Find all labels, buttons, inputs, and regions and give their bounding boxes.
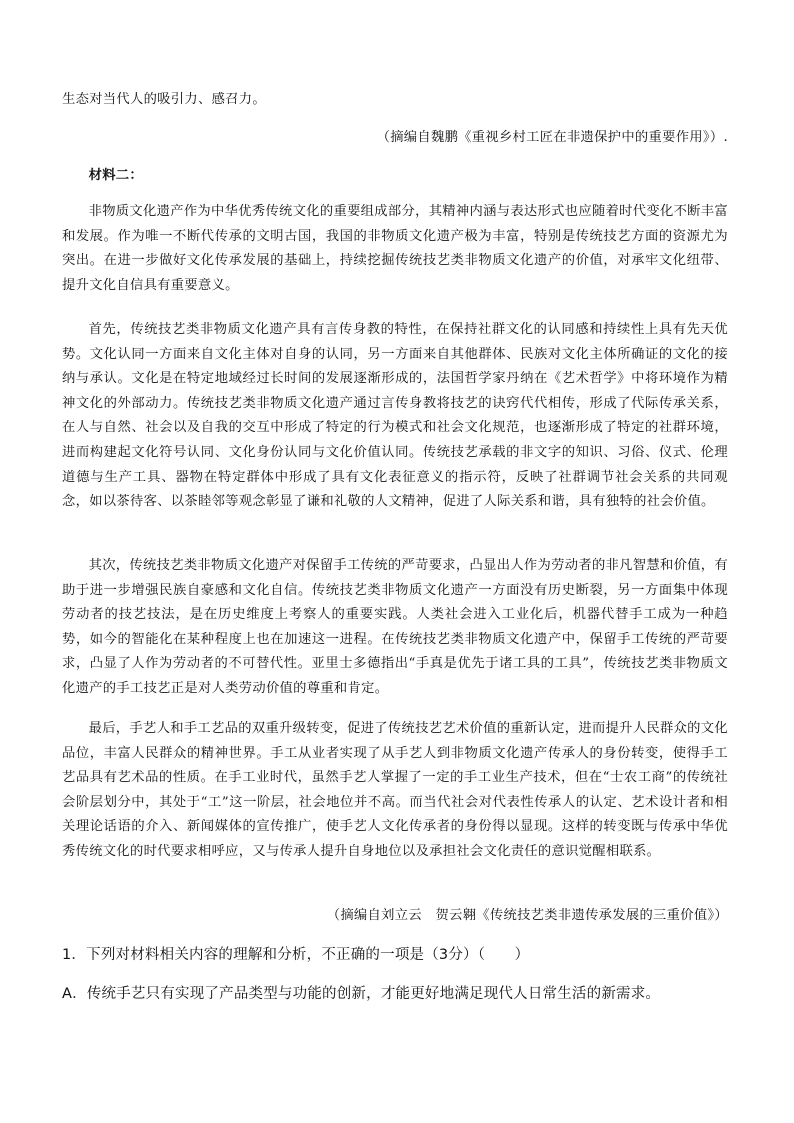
paragraph-intro: 非物质文化遗产作为中华优秀传统文化的重要组成部分，其精神内涵与表达形式也应随着时代变化不断丰富和发展。作为唯一不断代传承的文明古国，我国的非物质文化遗产极为丰富，特别是传统技艺方面的资源尤为突出。在进一步做好文化传承发展的基础上，持续挖掘传统技艺类非物质文化遗产的价值，对承牢文化纽带、提升文化自信具有重要意义。 <box>62 204 728 293</box>
material-2-heading: 材料二： <box>88 168 143 183</box>
option-a: A．传统手艺只有实现了产品类型与功能的创新，才能更好地满足现代人日常生活的新需求。 <box>62 986 661 1002</box>
source-citation-2: （摘编自刘立云 贺云翱《传统技艺类非遗传承发展的三重价值》） <box>326 908 728 923</box>
paragraph-first-point: 首先，传统技艺类非物质文化遗产具有言传身教的特性，在保持社群文化的认同感和持续性上具有先天优势。文化认同一方面来自文化主体对自身的认同，另一方面来自其他群体、民族对文化主体所确证的文化的接纳与承认。文化是在特定地域经过长时间的发展逐渐形成的，法国哲学家丹纳在《艺术哲学》中将环境作为精神文化的外部动力。传统技艺类非物质文化遗产通过言传身教将技艺的诀窍代代相传，形成了代际传承关系，在人与自然、社会以及自我的交互中形成了特定的行为模式和社会文化规范，也逐渐形成了特定的社群环境，进而构建起文化符号认同、文化身份认同与文化价值认同。传统技艺承载的非文字的知识、习俗、仪式、伦理道德与生产工具、器物在特定群体中形成了具有文化表征意义的指示符，反映了社群调节社会关系的共同观念，如以茶待客、以茶睦邻等观念彰显了谦和礼敬的人文精神，促进了人际关系和谐，具有独特的社会价值。 <box>62 322 728 510</box>
continuation-text: 生态对当代人的吸引力、感召力。 <box>62 92 266 107</box>
question-stem: 1．下列对材料相关内容的理解和分析，不正确的一项是（3分）（ ） <box>62 947 530 963</box>
paragraph-third-point: 最后，手艺人和手工艺品的双重升级转变，促进了传统技艺艺术价值的重新认定，进而提升人民群众的文化品位，丰富人民群众的精神世界。手工从业者实现了从手艺人到非物质文化遗产传承人的身份转变，使得手工艺品具有艺术品的性质。在手工业时代，虽然手艺人掌握了一定的手工业生产技术，但在“士农工商”的传统社会阶层划分中，其处于“工”这一阶层，社会地位并不高。而当代社会对代表性传承人的认定、艺术设计者和相关理论话语的介入、新闻媒体的宣传推广，使手艺人文化传承者的身份得以显现。这样的转变既与传承中华优秀传统文化的时代要求相呼应，又与传承人提升自身地位以及承担社会文化责任的意识觉醒相联系。 <box>62 721 728 859</box>
source-citation-1: （摘编自魏鹏《重视乡村工匠在非遗保护中的重要作用》）. <box>376 130 728 145</box>
paragraph-second-point: 其次，传统技艺类非物质文化遗产对保留手工传统的严苛要求，凸显出人作为劳动者的非凡智慧和价值，有助于进一步增强民族自豪感和文化自信。传统技艺类非物质文化遗产一方面没有历史断裂，另一方面集中体现劳动者的技艺技法，是在历史维度上考察人的重要实践。人类社会进入工业化后，机器代替手工成为一种趋势，如今的智能化在某种程度上也在加速这一进程。在传统技艺类非物质文化遗产中，保留手工传统的严苛要求，凸显了人作为劳动者的不可替代性。亚里士多德指出“手真是优先于诸工具的工具”，传统技艺类非物质文化遗产的手工技艺正是对人类劳动价值的尊重和肯定。 <box>62 558 728 696</box>
